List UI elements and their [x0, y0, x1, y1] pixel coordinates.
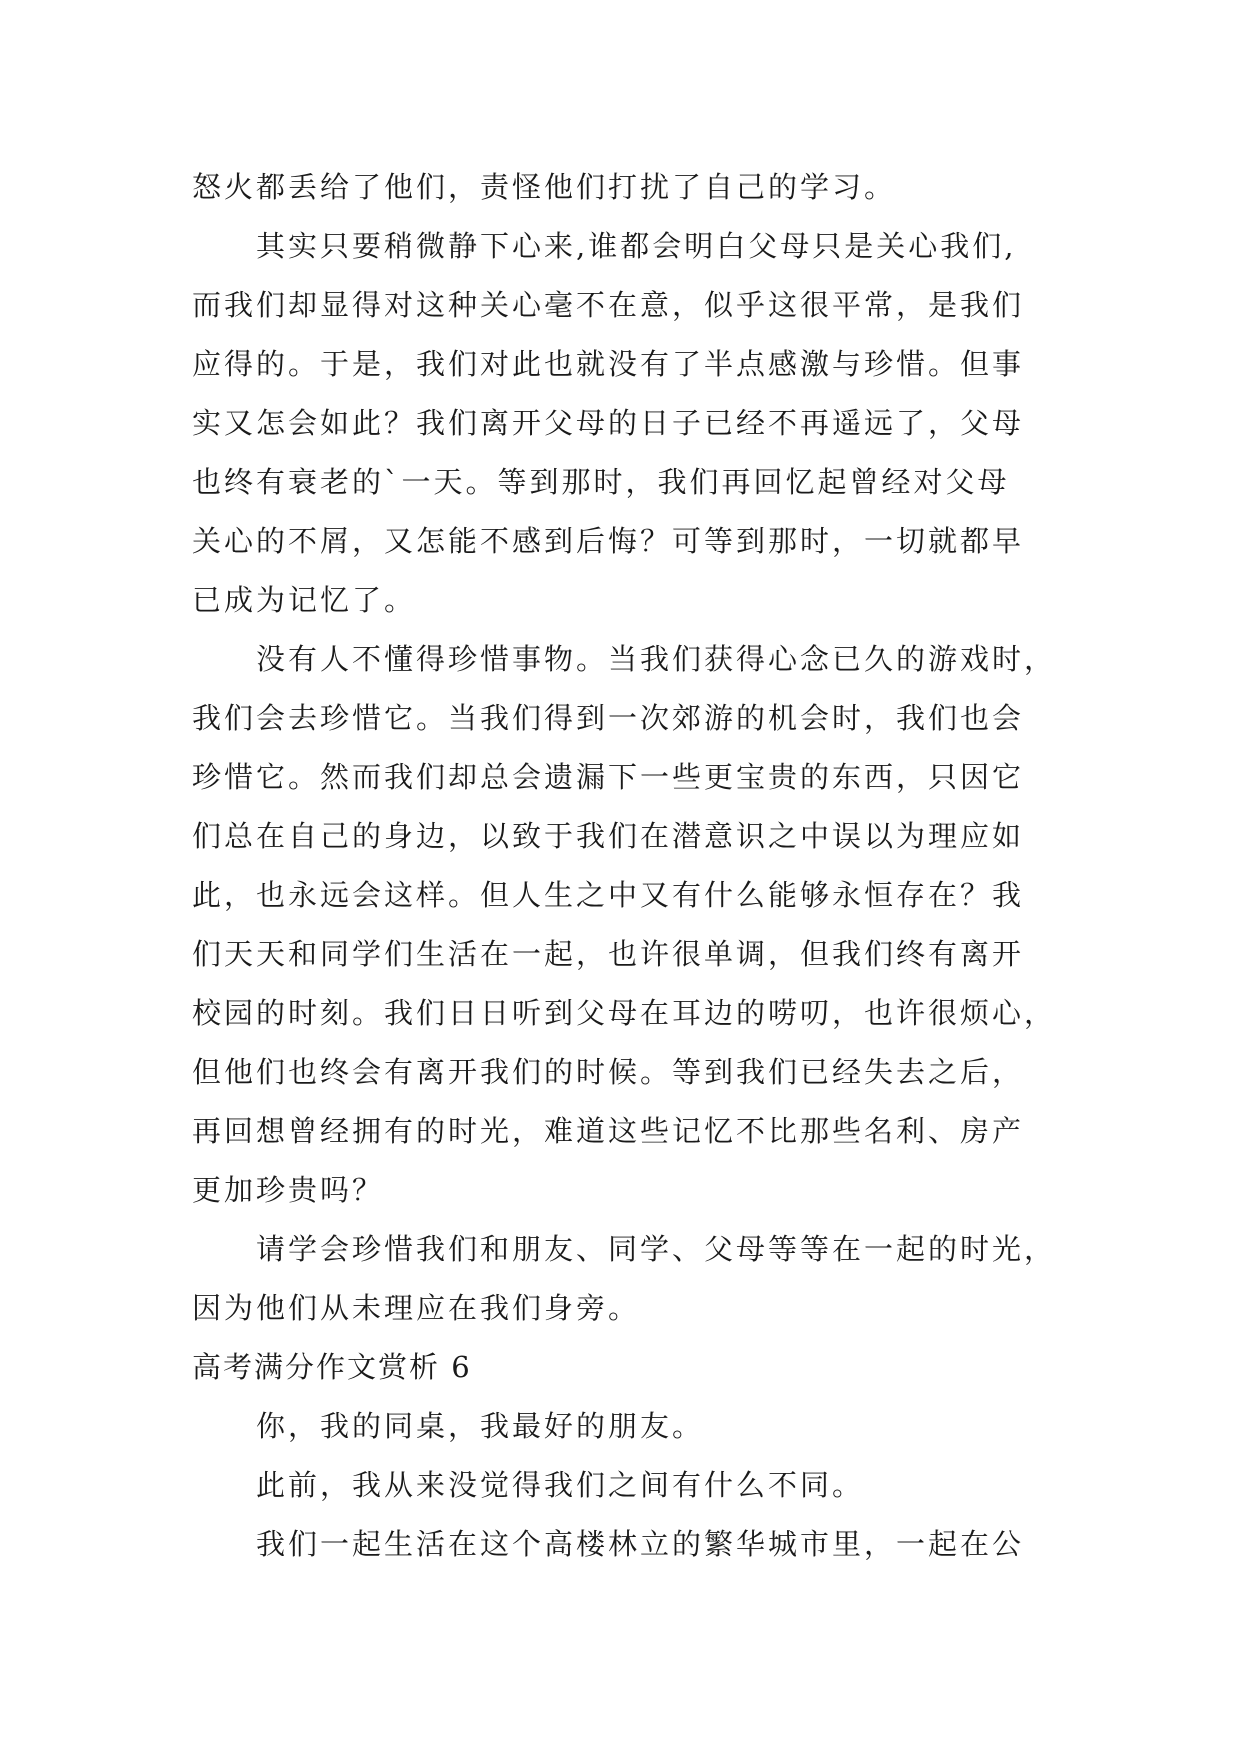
paragraph-line: 你，我的同桌，我最好的朋友。 — [256, 1409, 705, 1443]
paragraph-line: 但他们也终会有离开我们的时候。等到我们已经失去之后， — [192, 1055, 1025, 1089]
paragraph-line: 珍惜它。然而我们却总会遗漏下一些更宝贵的东西，只因它 — [192, 760, 1025, 794]
paragraph-line: 更加珍贵吗？ — [192, 1173, 385, 1207]
paragraph-line: 校园的时刻。我们日日听到父母在耳边的唠叨，也许很烦心， — [192, 996, 1057, 1030]
paragraph-line: 再回想曾经拥有的时光，难道这些记忆不比那些名利、房产 — [192, 1114, 1025, 1148]
paragraph-line: 实又怎会如此？我们离开父母的日子已经不再遥远了，父母 — [192, 406, 1025, 440]
document-body — [192, 158, 1082, 1574]
paragraph-line: 我们会去珍惜它。当我们得到一次郊游的机会时，我们也会 — [192, 701, 1025, 735]
paragraph-line: 因为他们从未理应在我们身旁。 — [192, 1291, 641, 1325]
paragraph-line: 怒火都丢给了他们，责怪他们打扰了自己的学习。 — [192, 170, 897, 204]
paragraph-line: 们总在自己的身边，以致于我们在潜意识之中误以为理应如 — [192, 819, 1025, 853]
paragraph-line: 而我们却显得对这种关心毫不在意，似乎这很平常，是我们 — [192, 288, 1025, 322]
paragraph-line: 我们一起生活在这个高楼林立的繁华城市里，一起在公 — [256, 1527, 1025, 1561]
paragraph-line: 没有人不懂得珍惜事物。当我们获得心念已久的游戏时， — [256, 642, 1057, 676]
paragraph-line: 们天天和同学们生活在一起，也许很单调，但我们终有离开 — [192, 937, 1025, 971]
paragraph-line: 请学会珍惜我们和朋友、同学、父母等等在一起的时光， — [256, 1232, 1057, 1266]
paragraph-line: 应得的。于是，我们对此也就没有了半点感激与珍惜。但事 — [192, 347, 1025, 381]
paragraph-line: 已成为记忆了。 — [192, 583, 417, 617]
paragraph-line: 此，也永远会这样。但人生之中又有什么能够永恒存在？我 — [192, 878, 1025, 912]
paragraph-line: 关心的不屑，又怎能不感到后悔？可等到那时，一切就都早 — [192, 524, 1025, 558]
paragraph-line: 也终有衰老的`一天。等到那时，我们再回忆起曾经对父母 — [192, 465, 1010, 499]
paragraph-line: 此前，我从来没觉得我们之间有什么不同。 — [256, 1468, 865, 1502]
section-heading: 高考满分作文赏析 6 — [192, 1350, 472, 1384]
paragraph-line: 其实只要稍微静下心来,谁都会明白父母只是关心我们, — [256, 229, 1017, 263]
